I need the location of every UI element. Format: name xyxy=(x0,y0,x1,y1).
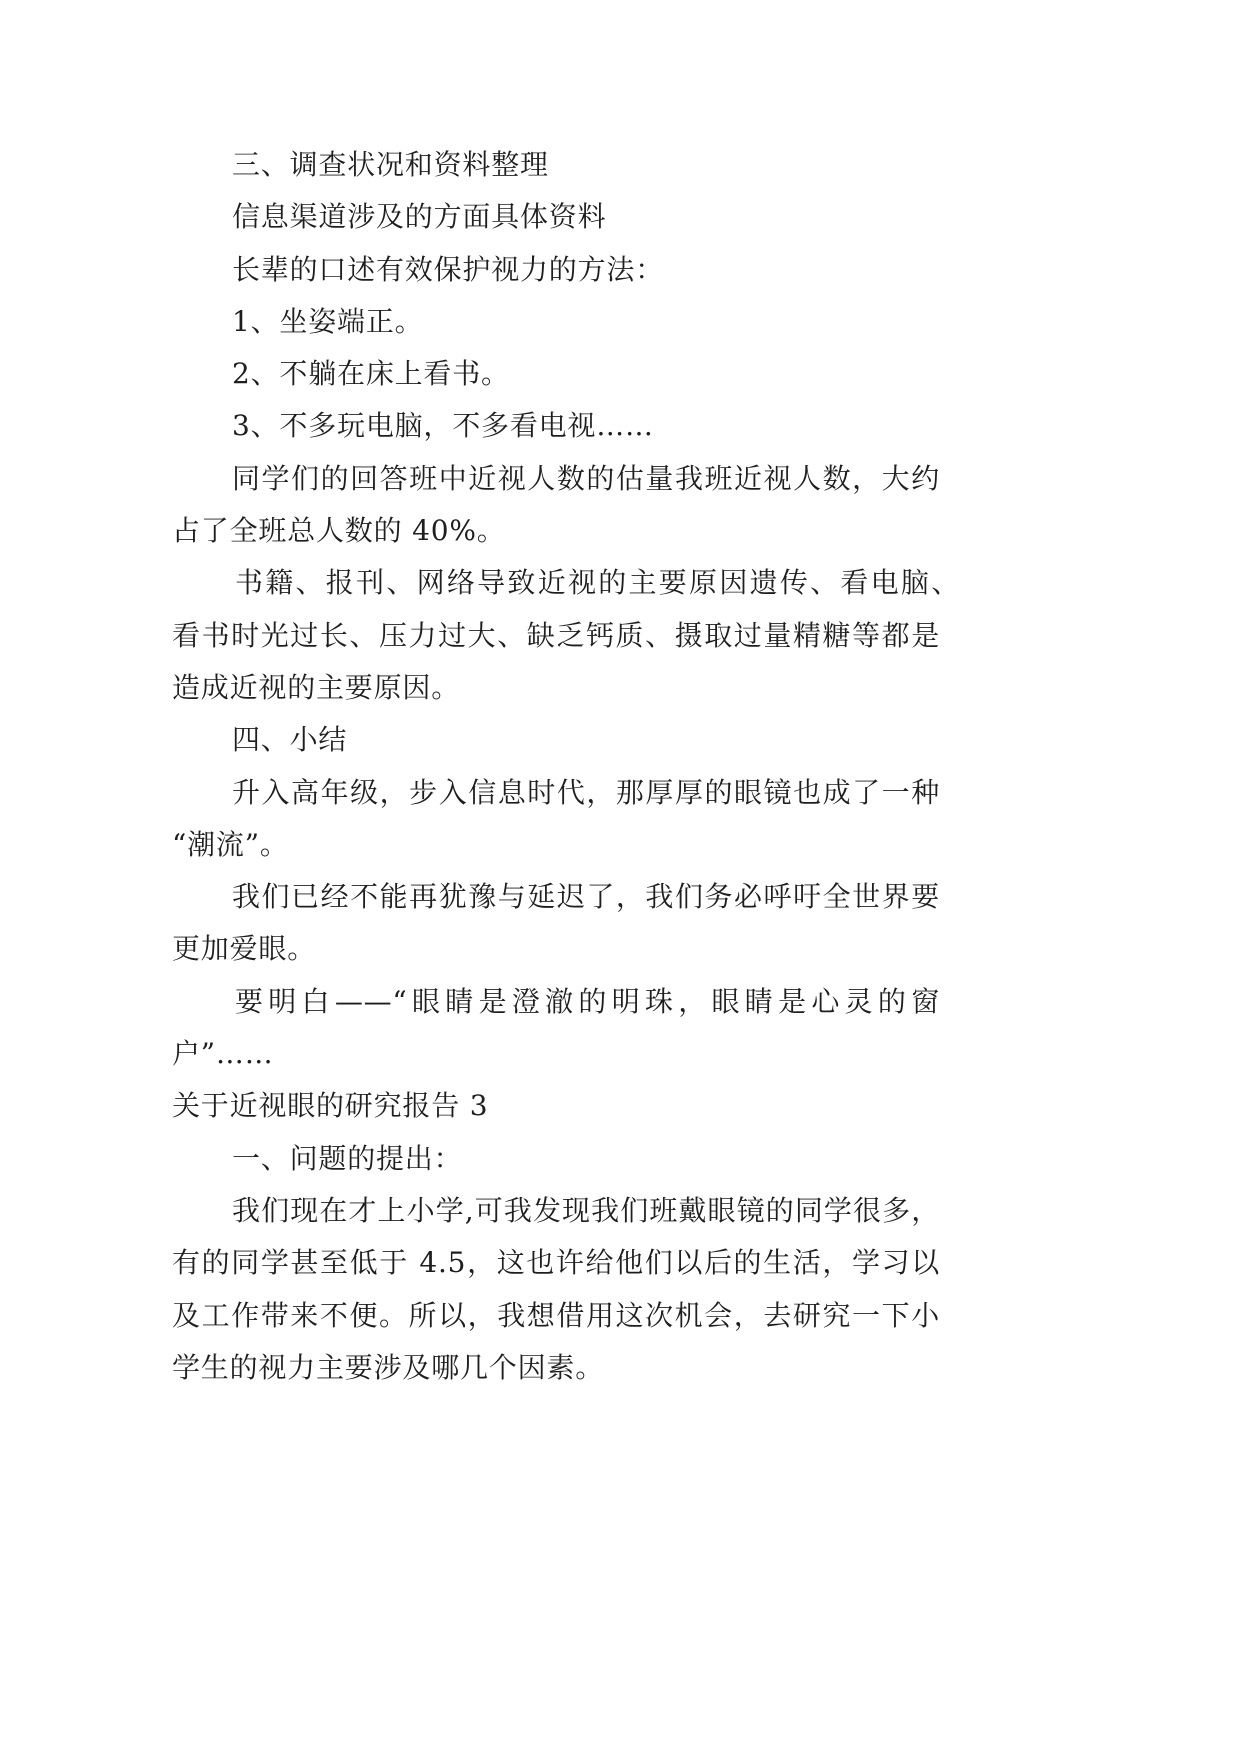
text-line: 户”…… xyxy=(172,1037,274,1071)
text-line: 四、小结 xyxy=(232,723,348,757)
section-heading xyxy=(172,714,940,766)
section-heading xyxy=(172,139,940,191)
text-line: 要明白——“眼睛是澄澈的明珠，眼睛是心灵的窗 xyxy=(235,984,940,1018)
text-line: 三、调查状况和资料整理 xyxy=(232,148,549,181)
list-item xyxy=(172,296,940,348)
list-item xyxy=(172,348,940,400)
paragraph xyxy=(172,976,940,1081)
text-line: 我们现在才上小学,可我发现我们班戴眼镜的同学很多， xyxy=(232,1193,940,1227)
text-line: 长辈的口述有效保护视力的方法： xyxy=(232,252,665,286)
paragraph xyxy=(172,191,940,243)
paragraph xyxy=(172,1185,940,1394)
text-line: 占了全班总人数的 40%。 xyxy=(172,514,506,548)
text-line: 2、不躺在床上看书。 xyxy=(232,357,510,391)
text-line: 一、问题的提出： xyxy=(232,1141,463,1175)
paragraph xyxy=(172,557,960,714)
section-heading xyxy=(172,1133,940,1185)
text-line: 看书时光过长、压力过大、缺乏钙质、摄取过量精糖等都是 xyxy=(172,618,940,652)
text-line: 造成近视的主要原因。 xyxy=(172,670,461,704)
text-line: 升入高年级，步入信息时代，那厚厚的眼镜也成了一种 xyxy=(232,775,940,809)
text-line: 我们已经不能再犹豫与延迟了，我们务必呼吁全世界要 xyxy=(232,880,940,914)
paragraph xyxy=(172,244,940,296)
document-body xyxy=(172,139,960,1394)
text-line: 关于近视眼的研究报告 3 xyxy=(172,1089,489,1123)
text-line: 书籍、报刊、网络导致近视的主要原因遗传、看电脑、 xyxy=(235,566,960,600)
text-line: 同学们的回答班中近视人数的估量我班近视人数，大约 xyxy=(232,461,940,495)
paragraph xyxy=(172,871,940,976)
report-title xyxy=(172,1080,940,1132)
text-line: 学生的视力主要涉及哪几个因素。 xyxy=(172,1350,605,1384)
list-item xyxy=(172,400,940,452)
text-line: “潮流”。 xyxy=(172,827,289,861)
text-line: 1、坐姿端正。 xyxy=(232,304,424,338)
text-line: 及工作带来不便。所以，我想借用这次机会，去研究一下小 xyxy=(172,1298,940,1332)
text-line: 信息渠道涉及的方面具体资料 xyxy=(232,200,607,234)
paragraph xyxy=(172,767,940,872)
paragraph xyxy=(172,453,940,558)
text-line: 3、不多玩电脑，不多看电视…… xyxy=(232,409,654,443)
text-line: 更加爱眼。 xyxy=(172,932,317,966)
text-line: 有的同学甚至低于 4.5，这也许给他们以后的生活，学习以 xyxy=(172,1246,940,1280)
